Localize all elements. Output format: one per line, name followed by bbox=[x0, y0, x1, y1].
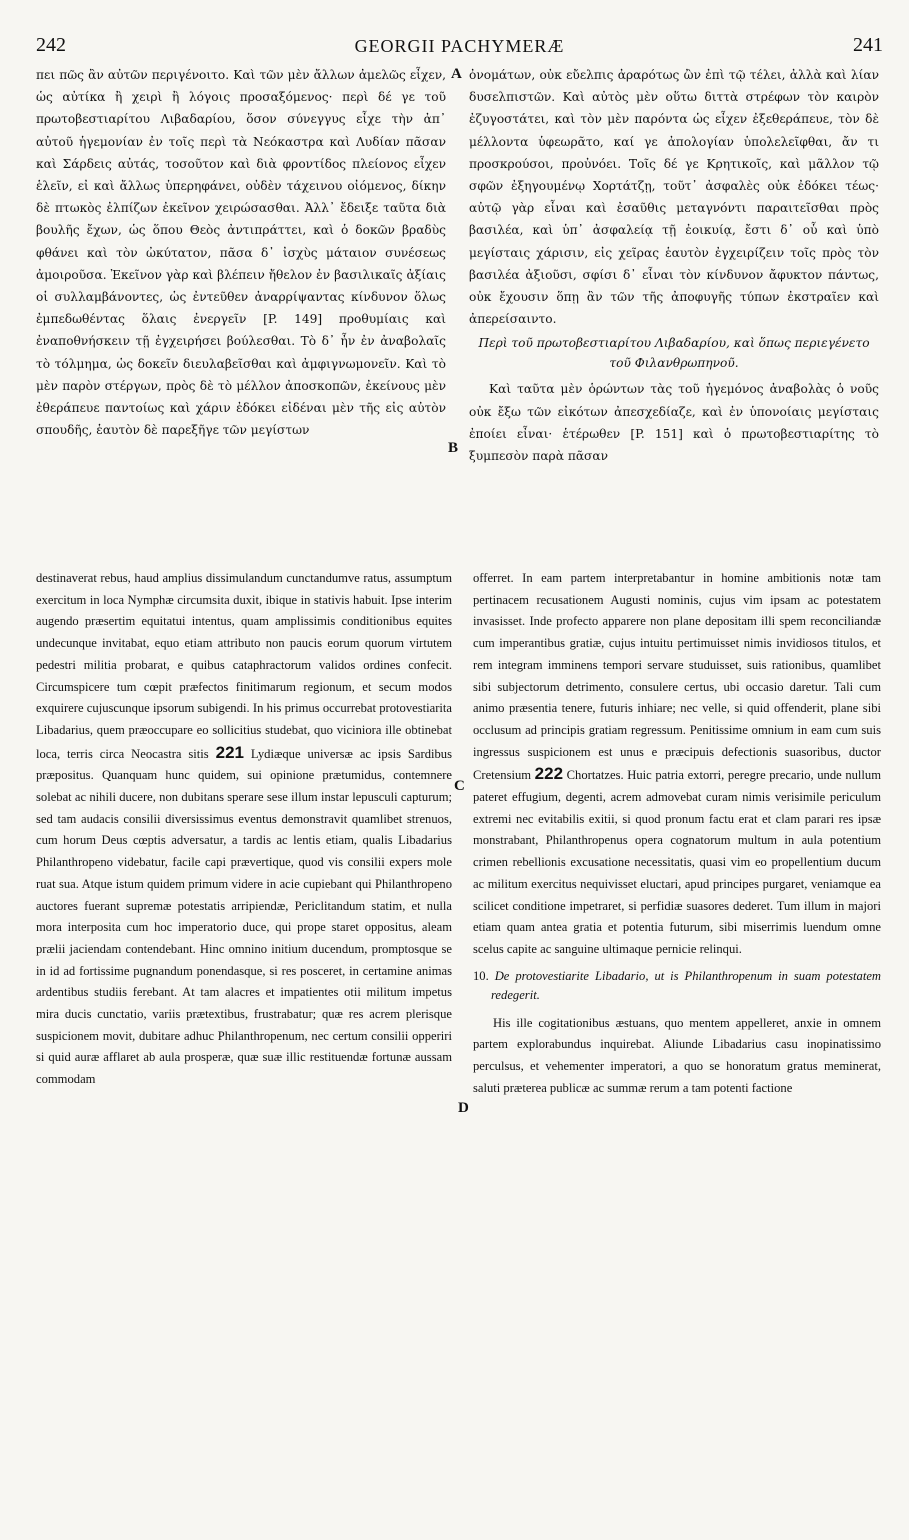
greek-column-right bbox=[469, 64, 879, 534]
latin-left-text-2: Lydiæque universæ ac ipsis Sardibus præpositus. Quanquam hunc quidem, sui opinione prætumidus, contemnere solebat ac nihili ducere, non dubitans sperare sese illum instar lepusculi capturum; sed tam audacis consilii diversissimus eventus demonstravit quamlibet strenuos, cum horum Deus cœptis adversatur, a tardis ac lentis etiam, qualis Libadarius Philanthropeno videbatur, facile capi prævertique, quod vis consilii expers mole ruat sua. Atque istum quidem primum videre in acie cupiebant qui Philanthropeno auctores fuerant supremæ potestatis arripiendæ, Periclitandum statim, et nulla mora interposita cum hoc imperatorio duce, qui prope staret oppositus, aleam prælii jaciendam contendebant. Hinc omnino initium ducendum, promptosque se in id ad fortissime pugnandum ponendasque, si res posceret, in certamine animas ardentibus studiis ferebant. At tam alacres et impatientes otii militum impetus mira ducis cunctatio, variis prætextibus, frustrabatur; quæ res acrem plerisque suspicionem movit, dubitare adhuc Philanthropenum, nec certum consilii opperiri si quid auræ afflaret ab aula prosperæ, quæ suæ illic restituendæ fortunæ aussam commodam bbox=[36, 746, 452, 1087]
latin-column-left bbox=[36, 568, 452, 1513]
latin-section-heading bbox=[473, 967, 881, 1005]
latin-left-text-1: destinaverat rebus, haud amplius dissimulandum cunctandumve ratus, assumptum exercitum in loca Nymphæ circumsita duxit, ibique in stativis habuit. Ipse interim augendo præsertim equitatui intentus, quam amplissimis conditionibus equites undecunque invitabat, equo etiam attributo non paucis eorum quorum virtutem pedestri militia probarat, e quibus cataphractorum validos ordines confecit. Circumspicere tum cœpit præfectos finitimarum regionum, et secum modos exquirere cujuscunque ipsorum subigendi. In his primus occurrebat protovestiarita Libadarius, quem præoccupare eo sollicitius studebat, quo viciniora ille obtinebat loca, terris circa Neocastra sitis bbox=[36, 571, 452, 761]
greek-section-title: Περὶ τοῦ πρωτοβεστιαρίτου Λιβαδαρίου, καὶ ὅπως περιεγένετο τοῦ Φιλανθρωπηνοῦ. bbox=[478, 336, 870, 371]
section-number: 10. bbox=[473, 968, 489, 983]
greek-right-paragraph-2: Καὶ ταῦτα μὲν ὁρώντων τὰς τοῦ ἡγεμόνος ἀναβολὰς ὁ νοῦς οὐκ ἔξω τῶν εἰκότων ἀπεσχεδίαζε, καὶ ἐν ὑπονοίαις μεγίσταις ἐποίει εἶναι· ἑτέρωθεν [P. 151] καὶ ὁ πρωτοβεστιαρίτης τὸ ξυμπεσὸν παρὰ πᾶσαν bbox=[469, 382, 879, 464]
greek-right-paragraph-1: ὀνομάτων, οὐκ εὔελπις ἀραρότως ὢν ἐπὶ τῷ τέλει, ἀλλὰ καὶ λίαν δυσελπιστῶν. Καὶ αὐτὸς μὲν οὕτω διττὰ στρέφων τὸν καιρὸν ἐζυγοστάτει, καὶ τὸν μὲν παρόντα ὡς εἶχεν ἐξεθεράπευε, τὸν δὲ μέλλοντα ὑφεωρᾶτο, καί γε ἀπολογίαν ὑπολελεῖφθαι, ἄν τι προσκρούσοι, προὐνόει. Τοῖς δέ γε Κρητικοῖς, καὶ μᾶλλον τῷ σφῶν ἐξηγουμένῳ Χορτάτζῃ, τοῦτ᾽ ἀσφαλὲς οὐκ ἐδόκει τέως· αὐτῷ γὰρ εἶναι καὶ ἐσαῦθις μεταγνόντι παραιτεῖσθαι πρὸς βασιλέα, καὶ ὑπ᾽ ἀσφαλείᾳ τῇ ἐοικυίᾳ, ἔστι δ᾽ οὗ καὶ ὑπὸ μεγίσταις χάρισιν, εἰς χεῖρας ἑαυτὸν ἐγχειρίζειν τοῖς πρὸς τὸν βασιλέα ἀξιοῦσι, σφίσι δ᾽ εἶναι τὸν κίνδυνον ἄφυκτον πάντως, οὐκ ἔχουσιν ὅπῃ ἂν τῶν τῆς ἀποφυγῆς τύπων ἐκστραῖεν καὶ ἀπερείσαιντο. bbox=[469, 68, 879, 327]
latin-left-paragraph bbox=[36, 568, 452, 1091]
margin-marker-c: C bbox=[454, 778, 465, 794]
greek-left-text: πει πῶς ἂν αὐτῶν περιγένοιτο. Καὶ τῶν μὲν ἄλλων ἀμελῶς εἶχεν, ὡς αὐτίκα ἢ χειρὶ ἢ λόγοις προσαξόμενος· περὶ δέ γε τοῦ πρωτοβεστιαρίτου Λιβαδαρίου, ὅσον σύνεγγυς εἶχε τὴν ἀπ᾽ αὐτοῦ ἡγεμονίαν ἐν τοῖς περὶ τὰ Νεόκαστρα καὶ Λυδίαν πᾶσαν καὶ Σάρδεις αὐτάς, τοσοῦτον καὶ διὰ φροντίδος πλείονος εἶχεν ἑλεῖν, εἰ καὶ ἄλλως ὑπερηφάνει, οὐδὲν τάχεινου οἰόμενος, δίκην δὲ πτωκὸς ἐλπίζων ἐκεῖνον χειρώσασθαι. Ἀλλ᾽ ἔδειξε ταῦτα διὰ βουλῆς ἔχων, ὡς ὅπου Θεὸς ἀντιπράττει, καὶ ὁ δοκῶν βραδὺς φθάνει καὶ τὸν ὠκύτατον, πᾶσα δ᾽ ἰσχὺς μάταιον συνέσεως ἀμοιροῦσα. Ἐκεῖνον γὰρ καὶ βλέπειν ἤθελον ἐν βασιλικαῖς ἀξίαις οἱ συλλαμβάνοντες, ὡς ἐντεῦθεν ἀναρρίψαντας κίνδυνον ὅλως ἐμπεδωθέντας ὅλαις ἐνεργεῖν [P. 149] προθυμίαις καὶ ἐναποθνήσκειν τῇ ἐγχειρήσει βούλεσθαι. Τὸ δ᾽ ἦν ἐν ἀναβολαῖς τὸ τόλμημα, ὡς δοκεῖν διευλαβεῖσθαι καὶ ἀμφιγνωμονεῖν. Καὶ τὸ μὲν παρὸν στέργων, πρὸς δὲ τὸ μέλλον ἀποσκοπῶν, ἐκείνους μὲν ἐθεράπευε παντοίως καὶ χάριν ἐδόκει εἰδέναι μὲν τῆς εἰς αὐτὸν σπουδῆς, ἑαυτὸν δὲ παρεξῆγε τῶν μεγίστων bbox=[36, 68, 446, 438]
latin-right-paragraph-1 bbox=[473, 568, 881, 961]
page-number-right: 241 bbox=[853, 34, 883, 56]
greek-column-left bbox=[36, 64, 446, 534]
running-title: GEORGII PACHYMERÆ bbox=[354, 36, 565, 56]
footnote-number-222: 222 bbox=[534, 764, 564, 784]
latin-right-text-2: Chortatzes. Huic patria extorri, peregre precario, unde nullum pateret effugium, degenti, acrem admovebat curam nimis verisimile periculum extremi nec evitabilis exitii, si quod pronum factu erat et clam parari res ipsæ monstrabant, Philanthropenus opera cognatorum multum in aula potentium crimen rebellionis excusatione necessitatis, quasi vim eo propellentium ducum ac militum exercitus nequivisset eluctari, apud principes purgaret, veniamque ea scilicet conditione impetraret, si perfidiæ suasores dederet. Tum illum in majori etiam quam antea gratia et potentia futurum, sibi miserrimis luendum omne scelus capite ac sanguine ultimaque pernicie relinqui. bbox=[473, 768, 881, 956]
latin-right-text-1: offerret. In eam partem interpretabantur in homine ambitionis notæ tam pertinacem recusationem Augusti nominis, cujus vim ipsam ac potestatem invasisset. Inde profecto apparere non plane depositam illi spem reconciliandæ cum imperantibus gratiæ, cujus intuitu pertimuisset nimis invidiosos titulos, et rem integram imminens tempori servare studuisset, suis rationibus, quamlibet sibi subjectorum detrimento, consulere certus, ubi occasio daretur. Tali cum animo præsentia tenere, futuris inhiare; nec velle, si quid offenderit, plane sibi occlusum ad principis gratiam regressum. Penitissime omnium in eam cum suis ingressus suspicionem est unus e præcipuis defectionis suasoribus, ductor Cretensium bbox=[473, 571, 881, 783]
margin-marker-d: D bbox=[458, 1100, 469, 1116]
footnote-number-221: 221 bbox=[215, 742, 244, 762]
latin-right-paragraph-2: His ille cogitationibus æstuans, quo mentem appelleret, anxie in omnem partem explorabundus inquirebat. Aliunde Libadarius casu inopinatissimo perculsus, et vehementer imperatori, a quo se honoratum gratus meminerat, saluti præterea publicæ ac summæ rerum a tam potenti factione bbox=[473, 1015, 881, 1095]
margin-marker-b: B bbox=[448, 440, 459, 456]
latin-section-title: De protovestiarite Libadario, ut is Philanthropenum in suam potestatem redegerit. bbox=[491, 968, 881, 1002]
margin-marker-a: A bbox=[451, 66, 462, 82]
page-header bbox=[36, 34, 883, 58]
page-number-left: 242 bbox=[36, 34, 66, 56]
latin-column-right bbox=[473, 568, 881, 1513]
